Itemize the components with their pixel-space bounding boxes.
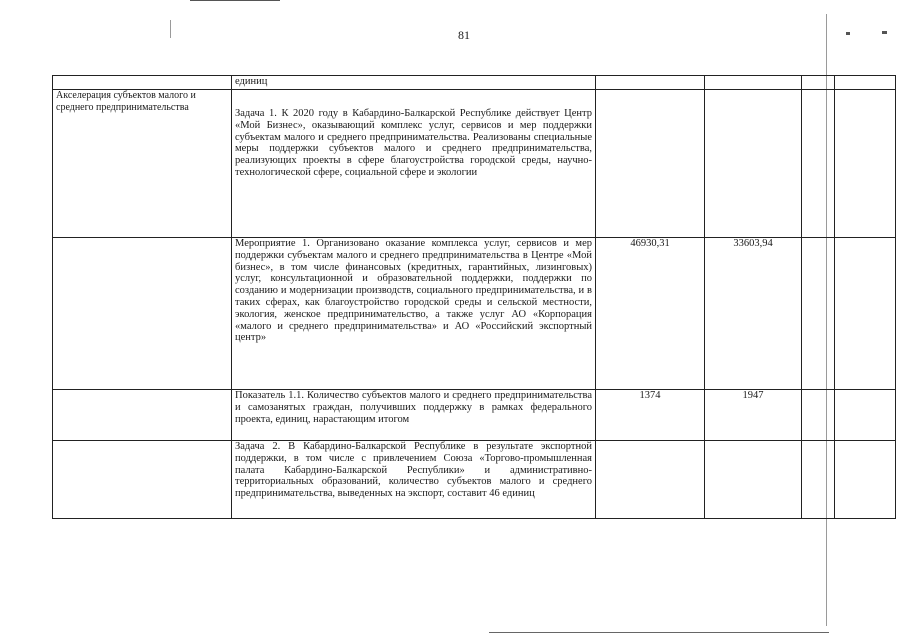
row-empty-cell — [835, 238, 896, 390]
row-name — [53, 238, 232, 390]
table-row-indicator-1-1 — [53, 390, 896, 441]
row-description: Показатель 1.1. Количество субъектов малого и среднего предпринимательства и самозанятых граждан, получивших поддержку в рамках федерального проекта, единиц, нарастающим итогом — [232, 390, 596, 441]
table-row-task-2 — [53, 441, 896, 519]
row-value-2 — [705, 90, 802, 238]
row-description: Задача 1. К 2020 году в Кабардино-Балкарской Республике действует Центр «Мой Бизнес», оказывающий комплекс услуг, сервисов и мер поддержки субъектам малого и среднего предпринимательства. Реализованы специальные меры поддержки субъектов малого и среднего предпринимательства, реализующих проекты в сфере благоустройства городской среды, научно-технологической сфере, социальной сфере и экологии — [232, 90, 596, 238]
row-description: единиц — [232, 76, 596, 90]
scan-mark-top — [190, 0, 280, 1]
row-empty-cell — [835, 441, 896, 519]
row-empty-cell — [802, 90, 835, 238]
scan-mark-right-1 — [846, 32, 850, 35]
row-value-1 — [596, 441, 705, 519]
row-empty-cell — [802, 238, 835, 390]
row-empty-cell — [835, 90, 896, 238]
row-name: Акселерация субъектов малого и среднего предпринимательства — [53, 90, 232, 238]
row-empty-cell — [835, 76, 896, 90]
row-empty-cell — [802, 441, 835, 519]
row-value-2: 33603,94 — [705, 238, 802, 390]
scan-line-bottom — [489, 632, 829, 633]
row-value-1 — [596, 76, 705, 90]
row-empty-cell — [835, 390, 896, 441]
row-value-1: 46930,31 — [596, 238, 705, 390]
row-value-1: 1374 — [596, 390, 705, 441]
page-number: 81 — [458, 28, 470, 42]
row-value-1 — [596, 90, 705, 238]
row-value-2: 1947 — [705, 390, 802, 441]
row-value-2 — [705, 76, 802, 90]
scan-mark-right-2 — [882, 31, 887, 34]
row-name — [53, 441, 232, 519]
table-row-acceleration — [53, 90, 896, 238]
row-description: Мероприятие 1. Организовано оказание комплекса услуг, сервисов и мер поддержки субъектам малого и среднего предпринимательства в Центре «Мой бизнес», в том числе финансовых (кредитных, гарантийных, лизинговых) услуг, консультационной и образовательной поддержки, поддержки по созданию и модернизации производств, социального предпринимательства, и в таких сферах, как благоустройство городской среды и сельской местности, экология, женское предпринимательство, а также услуг АО «Корпорация «малого и среднего предпринимательства» и АО «Российский экспортный центр» — [232, 238, 596, 390]
row-description: Задача 2. В Кабардино-Балкарской Республике в результате экспортной поддержки, в том числе с привлечением Союза «Торгово-промышленная палата Кабардино-Балкарской Республики» и административно-территориальных образований, количество субъектов малого и среднего предпринимательства, выведенных на экспорт, составит 46 единиц — [232, 441, 596, 519]
row-empty-cell — [802, 76, 835, 90]
table-row-event-1 — [53, 238, 896, 390]
table-row-tail — [53, 76, 896, 90]
row-name — [53, 76, 232, 90]
row-value-2 — [705, 441, 802, 519]
document-table — [52, 75, 896, 519]
scan-line-left — [170, 20, 171, 38]
row-name — [53, 390, 232, 441]
row-empty-cell — [802, 390, 835, 441]
